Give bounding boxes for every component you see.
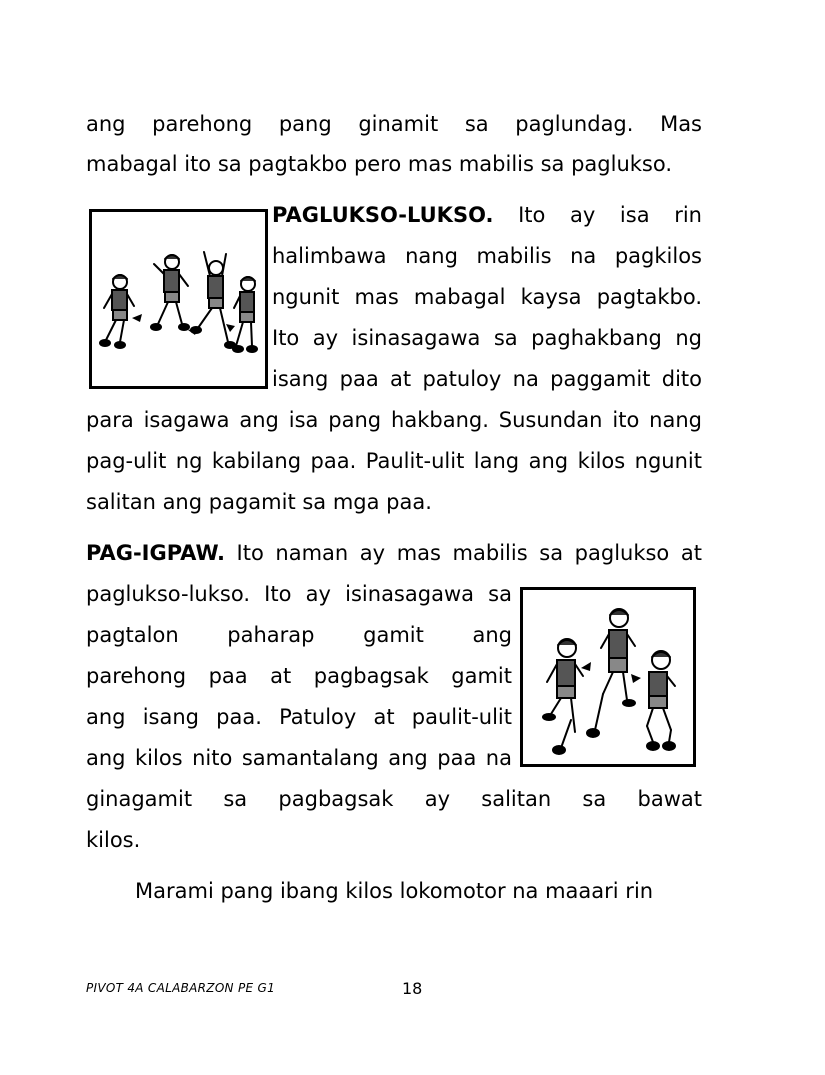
text-line: salitan ang pagamit sa mga paa. (86, 490, 432, 514)
paragraph-lead-line (272, 201, 702, 229)
text-line: ngunit mas mabagal kaysa pagtakbo. (272, 285, 702, 309)
text-line: ang kilos nito samantalang ang paa na (86, 746, 512, 770)
page-number: 18 (402, 979, 423, 998)
text-line: para isagawa ang isa pang hakbang. Susundan ito nang (86, 408, 702, 432)
text-line: paglukso-lukso. Ito ay isinasagawa sa (86, 582, 512, 606)
section-heading-pag-igpaw: PAG-IGPAW. (86, 541, 225, 565)
skipping-figures-drawing (92, 212, 265, 386)
text-line: pag-ulit ng kabilang paa. Paulit-ulit lang ang kilos ngunit (86, 449, 702, 473)
text-line: halimbawa nang mabilis na pagkilos (272, 244, 702, 268)
paragraph-lead-line (86, 539, 702, 567)
illustration-pag-igpaw (520, 587, 696, 767)
text-line: ang parehong pang ginamit sa paglundag. Mas (86, 112, 702, 136)
text-line: Ito ay isinasagawa sa paghakbang ng (272, 326, 702, 350)
leaping-figures-drawing (523, 590, 693, 764)
text-line: ginagamit sa pagbagsak ay salitan sa bawat (86, 787, 702, 811)
section-heading-paglukso-lukso: PAGLUKSO-LUKSO. (272, 203, 494, 227)
illustration-paglukso-lukso (89, 209, 268, 389)
text-line: Marami pang ibang kilos lokomotor na maaari rin (135, 879, 654, 903)
text-line: isang paa at patuloy na paggamit dito (272, 367, 702, 391)
text-line: parehong paa at pagbagsak gamit (86, 664, 512, 688)
text-line: kilos. (86, 828, 141, 852)
footer-source: PIVOT 4A CALABARZON PE G1 (86, 981, 276, 995)
text-line: mabagal ito sa pagtakbo pero mas mabilis sa paglukso. (86, 152, 673, 176)
text-line: pagtalon paharap gamit ang (86, 623, 512, 647)
text-line: ang isang paa. Patuloy at paulit-ulit (86, 705, 512, 729)
text-span: Ito ay isa rin (493, 203, 702, 227)
text-span: Ito naman ay mas mabilis sa paglukso at (224, 541, 702, 565)
